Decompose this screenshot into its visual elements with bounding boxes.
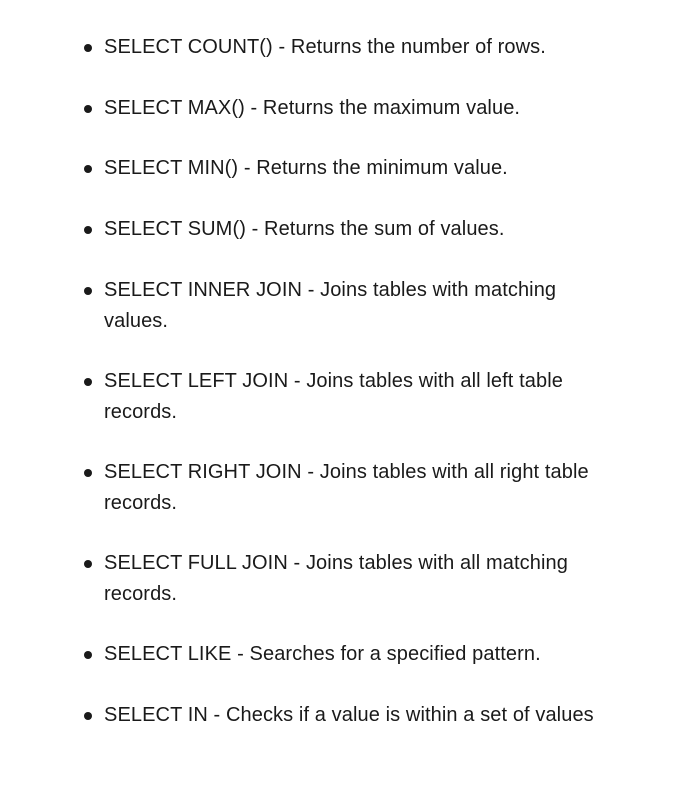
bullet-icon	[84, 105, 92, 113]
list-item-text: SELECT MAX() - Returns the maximum value.	[104, 97, 521, 119]
list-item	[84, 153, 624, 184]
bullet-icon	[84, 712, 92, 720]
list-item-text: SELECT SUM() - Returns the sum of values.	[104, 218, 505, 240]
bullet-icon	[84, 378, 92, 386]
list-item	[84, 275, 624, 337]
list-item-text: SELECT INNER JOIN - Joins tables with matching values.	[104, 279, 557, 332]
list-item	[84, 366, 624, 428]
bullet-icon	[84, 560, 92, 568]
list-item	[84, 214, 624, 245]
bullet-icon	[84, 287, 92, 295]
bullet-icon	[84, 226, 92, 234]
bullet-icon	[84, 44, 92, 52]
list-item-text: SELECT RIGHT JOIN - Joins tables with all right table records.	[104, 461, 589, 514]
list-item-text: SELECT LEFT JOIN - Joins tables with all left table records.	[104, 370, 563, 423]
bullet-icon	[84, 651, 92, 659]
list-item	[84, 548, 624, 610]
list-item	[84, 457, 624, 519]
list-item-text: SELECT COUNT() - Returns the number of rows.	[104, 36, 546, 58]
list-item	[84, 639, 624, 670]
list-item-text: SELECT LIKE - Searches for a specified pattern.	[104, 643, 541, 665]
list-item-text: SELECT FULL JOIN - Joins tables with all matching records.	[104, 552, 568, 605]
list-item-text: SELECT MIN() - Returns the minimum value.	[104, 157, 508, 179]
bullet-icon	[84, 165, 92, 173]
bullet-icon	[84, 469, 92, 477]
list-item	[84, 93, 624, 124]
list-item	[84, 700, 624, 731]
list-item	[84, 32, 624, 63]
list-item-text: SELECT IN - Checks if a value is within a set of values	[104, 704, 594, 726]
